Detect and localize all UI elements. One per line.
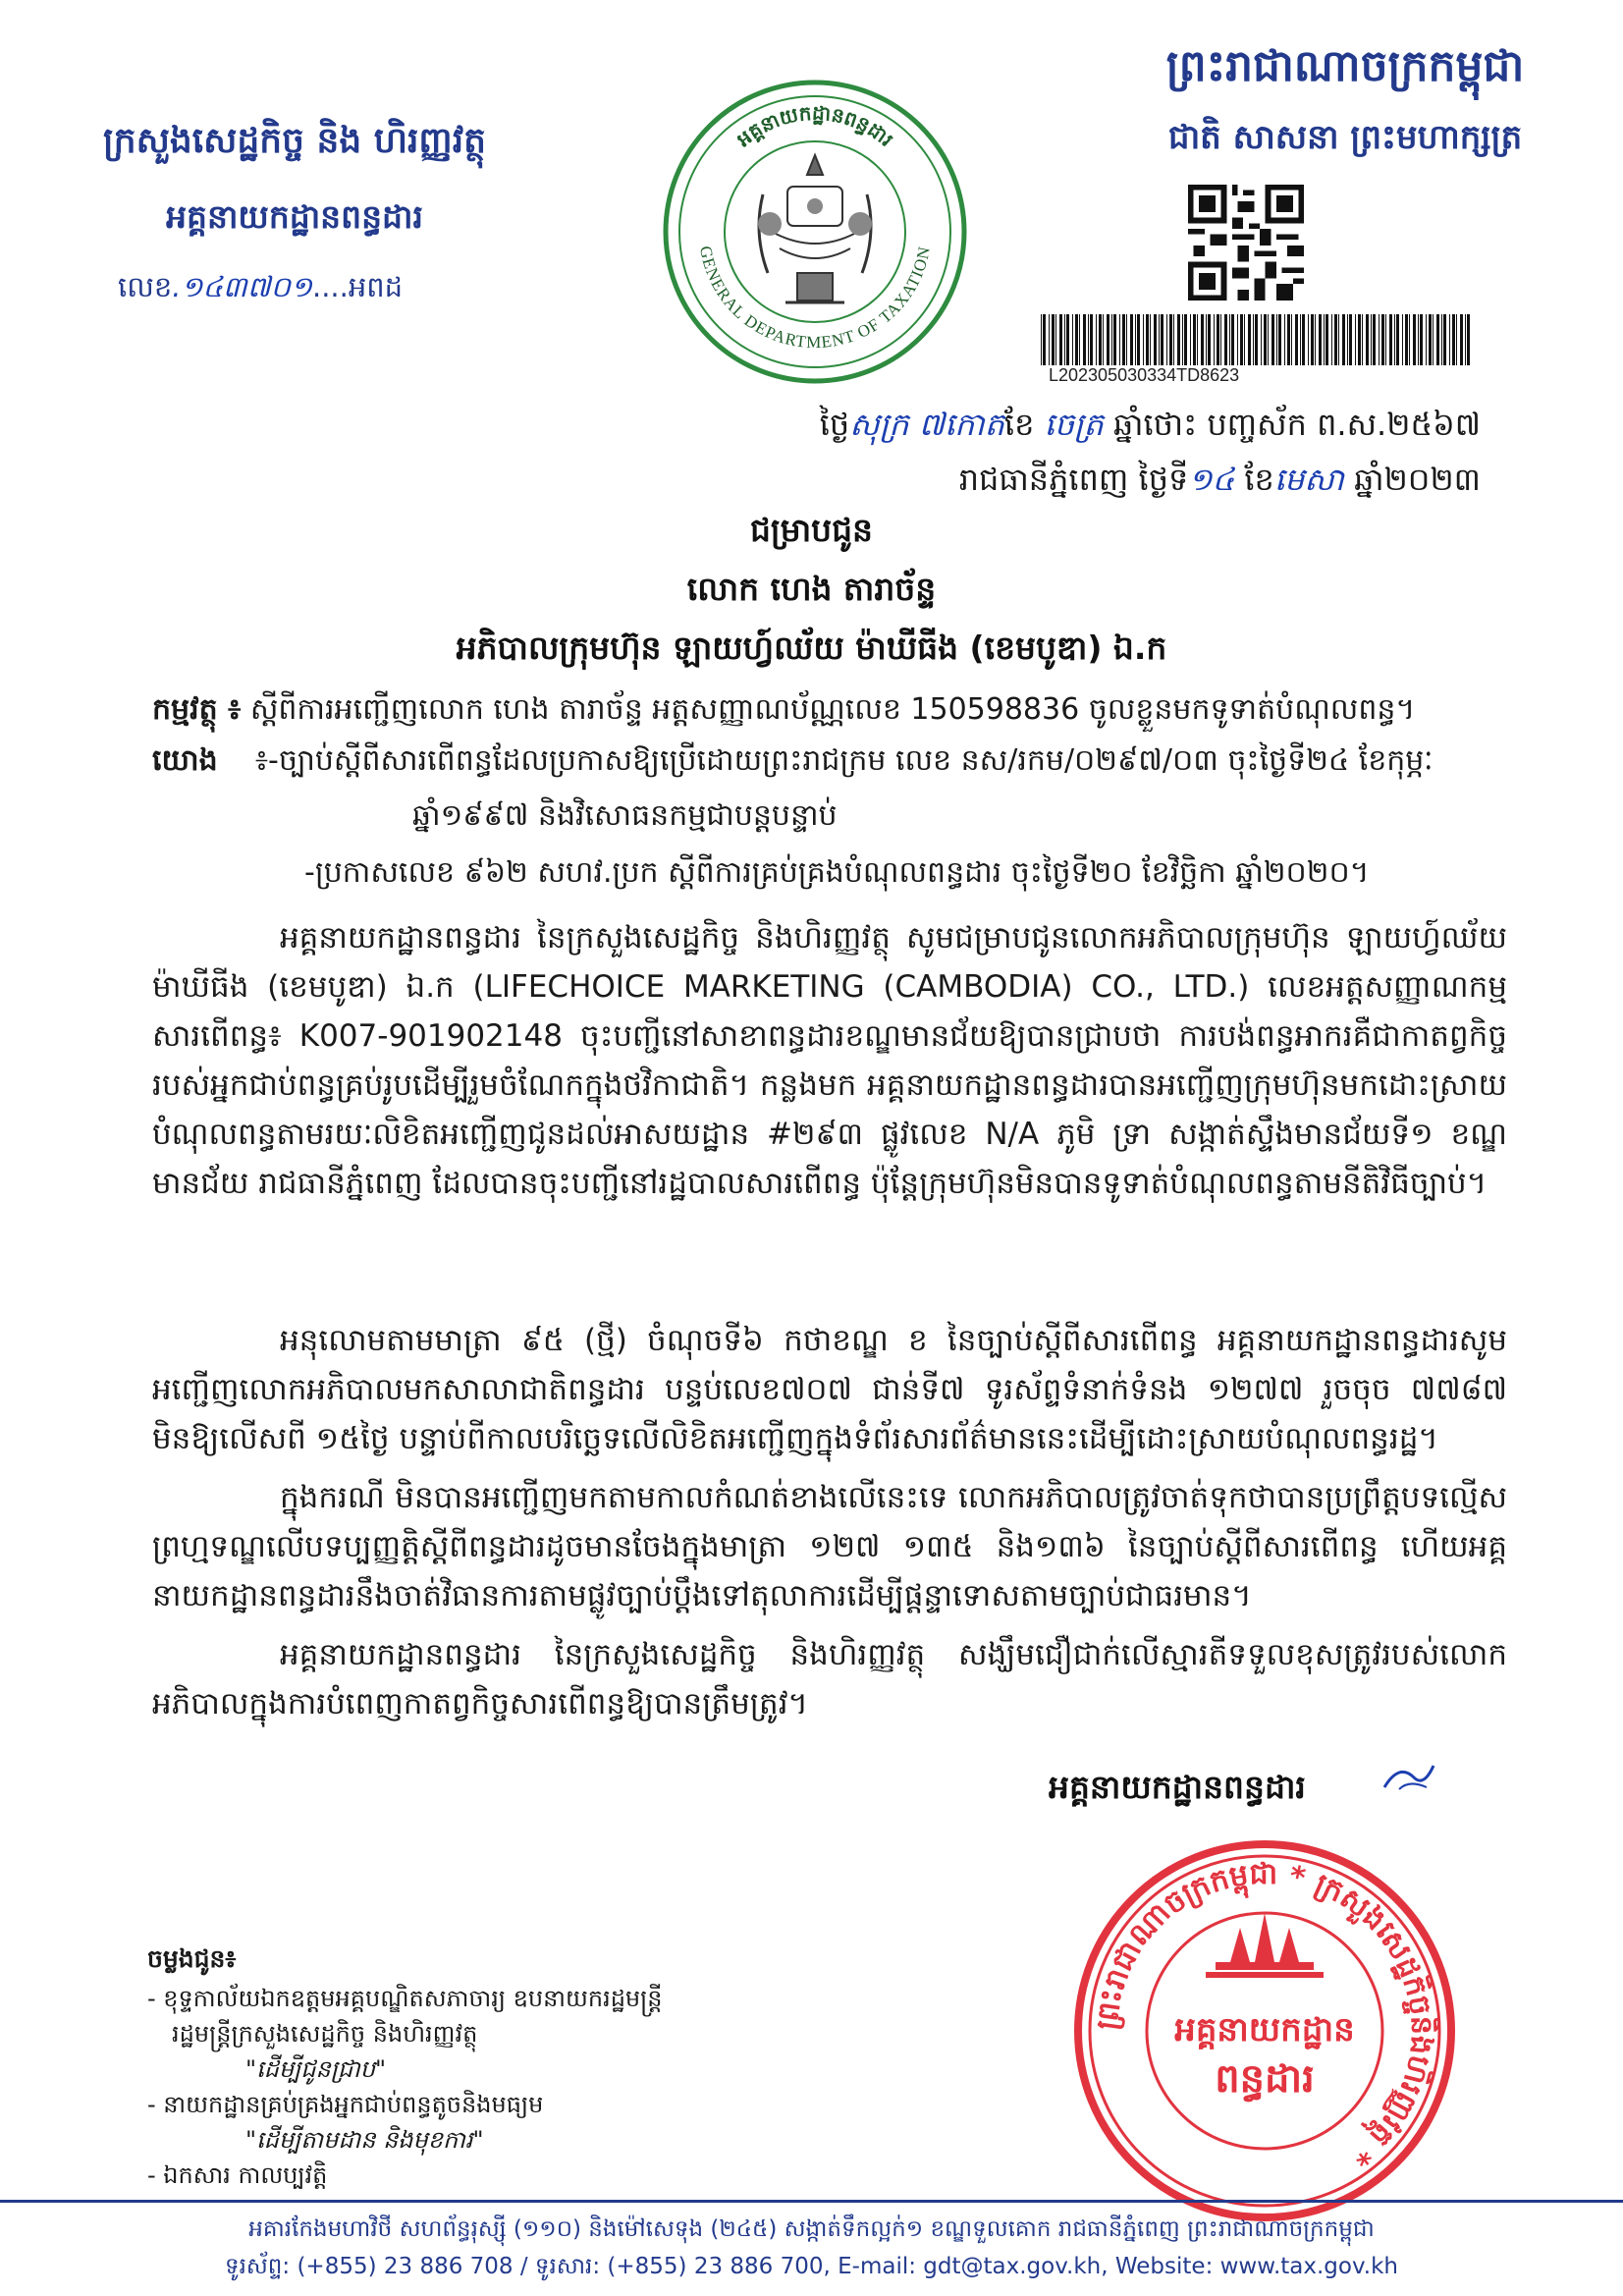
- barcode-bar: [1347, 314, 1348, 365]
- barcode-bar: [1224, 314, 1227, 365]
- gdt-seal-emblem: [660, 77, 970, 387]
- reference-line-2: ឆ្នាំ១៩៩៧ និងវិសោធនកម្មជាបន្តបន្ទាប់: [412, 798, 838, 833]
- barcode-bar: [1441, 314, 1442, 365]
- barcode-bar: [1193, 314, 1196, 365]
- barcode-bar: [1159, 314, 1160, 365]
- barcode-bar: [1103, 314, 1104, 365]
- body-paragraph-4: អគ្គនាយកដ្ឋានពន្ធដារ នៃក្រសួងសេដ្ឋកិច្ច និងហិរញ្ញវត្ថុ សង្ឃឹមជឿជាក់លើស្មារតីទទួលខុសត្រូវរបស់លោកអភិបាលក្នុងការបំពេញកាតព្វកិច្ចសារពើពន្ធឱ្យបានត្រឹមត្រូវ។: [152, 1637, 1507, 1722]
- barcode-bar: [1287, 314, 1290, 365]
- national-motto: ជាតិ សាសនា ព្រះមហាក្សត្រ: [1167, 118, 1523, 157]
- barcode-bar: [1214, 314, 1215, 365]
- barcode-bar: [1122, 314, 1125, 365]
- footer-divider: [0, 2200, 1623, 2203]
- barcode-bar: [1396, 314, 1399, 365]
- barcode-bar: [1220, 314, 1221, 365]
- barcode-bar: [1418, 314, 1419, 365]
- barcode-bar: [1319, 314, 1322, 365]
- barcode-bar: [1362, 314, 1363, 365]
- barcode-bar: [1456, 314, 1457, 365]
- barcode-bar: [1206, 314, 1207, 365]
- signature-title: អគ្គនាយកដ្ឋានពន្ធដារ: [1049, 1768, 1306, 1806]
- copies-item: រដ្ឋមន្ត្រីក្រសួងសេដ្ឋកិច្ច និងហិរញ្ញវត្ថុ: [172, 2020, 478, 2048]
- copies-title: ចម្លងជូន៖: [147, 1944, 237, 1973]
- barcode-bar: [1379, 314, 1380, 365]
- barcode-bar: [1413, 314, 1416, 365]
- barcode-bar: [1184, 314, 1187, 365]
- official-red-stamp: [1068, 1834, 1461, 2227]
- copies-item: - ខុទ្ទកាល័យឯកឧត្តមអគ្គបណ្ឌិតសភាចារ្យ ឧបនាយករដ្ឋមន្ត្រី: [147, 1985, 663, 2012]
- barcode-bar: [1334, 314, 1337, 365]
- copies-item: - ឯកសារ កាលប្បវត្តិ: [147, 2161, 328, 2189]
- barcode-bar: [1295, 314, 1298, 365]
- barcode-bar: [1090, 314, 1093, 365]
- barcode-bar: [1264, 314, 1267, 365]
- barcode-bar: [1130, 314, 1133, 365]
- barcode-bar: [1126, 314, 1127, 365]
- barcode-bar: [1300, 314, 1301, 365]
- barcode-bar: [1449, 314, 1450, 365]
- barcode-bar: [1373, 314, 1376, 365]
- barcode-bar: [1197, 314, 1198, 365]
- body-paragraph-3: ក្នុងករណី មិនបានអញ្ជើញមកតាមកាលកំណត់ខាងលើនេះទេ លោកអភិបាលត្រូវចាត់ទុកថាបានប្រព្រឹត្តបទល្មើសព្រហ្មទណ្ឌលើបទប្បញ្ញត្តិស្តីពីពន្ធដារដូចមានចែងក្នុងមាត្រា ១២៧ ១៣៥ និង១៣៦ នៃច្បាប់ស្តីពីសារពើពន្ធ ហើយអគ្គនាយកដ្ឋានពន្ធដារនឹងចាត់វិធានការតាមផ្លូវច្បាប់ប្តឹងទៅតុលាការដើម្បីផ្តន្ទាទោសតាមច្បាប់ជាធរមាន។: [152, 1480, 1507, 1613]
- recipient-name: លោក ហេង តារាច័ន្ទ: [686, 570, 937, 608]
- barcode-bar: [1402, 314, 1403, 365]
- header-right: [1109, 39, 1581, 165]
- barcode-bar: [1467, 314, 1470, 365]
- barcode-bar: [1302, 314, 1305, 365]
- barcode-bar: [1331, 314, 1332, 365]
- barcode-bar: [1066, 314, 1069, 365]
- barcode-bar: [1083, 314, 1086, 365]
- barcode-bar: [1278, 314, 1281, 365]
- barcode-bar: [1049, 314, 1050, 365]
- body-paragraph-1: អគ្គនាយកដ្ឋានពន្ធដារ នៃក្រសួងសេដ្ឋកិច្ច និងហិរញ្ញវត្ថុ សូមជម្រាបជូនលោកអភិបាលក្រុមហ៊ុន ឡាយហ្វ៍ឈ័យ ម៉ាឃីធីង (ខេមបូឌា) ឯ.ក (LIFECHOICE MARKETING (CAMBODIA) CO., LTD.) លេខអត្តសញ្ញាណកម្មសារពើពន្ធ៖ K007-901902148 ចុះបញ្ជីនៅសាខាពន្ធដារខណ្ឌមានជ័យឱ្យបានជ្រាបថា ការបង់ពន្ធអាករគឺជាកាតព្វកិច្ចរបស់អ្នកជាប់ពន្ធគ្រប់រូបដើម្បីរួមចំណែកក្នុងថវិកាជាតិ។ កន្លងមក អគ្គនាយកដ្ឋានពន្ធដារបានអញ្ជើញក្រុមហ៊ុនមកដោះស្រាយបំណុលពន្ធតាមរយៈលិខិតអញ្ជើញជូនដល់អាសយដ្ឋាន #២៩៣ ផ្លូវលេខ N/A ភូមិ ទ្រា សង្កាត់ស្ទឹងមានជ័យទី១ ខណ្ឌ មានជ័យ រាជធានីភ្នំពេញ ដែលបានចុះបញ្ជីនៅរដ្ឋបាលសារពើពន្ធ ប៉ុន្តែក្រុមហ៊ុនមិនបានទូទាត់បំណុលពន្ធតាមនីតិវិធីច្បាប់។: [152, 920, 1507, 1201]
- barcode-bar: [1291, 314, 1292, 365]
- department-name: អគ្គនាយកដ្ឋានពន្ធដារ: [166, 197, 423, 236]
- barcode-bar: [1405, 314, 1408, 365]
- barcode-bar: [1409, 314, 1410, 365]
- barcode-bar: [1366, 314, 1369, 365]
- barcode-bar: [1276, 314, 1277, 365]
- subject-text: ស្តីពីការអញ្ជើញលោក ហេង តារាច័ន្ទ អត្តសញ្ញាណប័ណ្ណលេខ 150598836 ចូលខ្លួនមកទូទាត់បំណុលពន្ធ។: [249, 692, 1416, 727]
- subject-line: [152, 687, 1507, 733]
- body-paragraph-2: អនុលោមតាមមាត្រា ៩៥ (ថ្មី) ចំណុចទី៦ កថាខណ្ឌ ខ នៃច្បាប់ស្តីពីសារពើពន្ធ អគ្គនាយកដ្ឋានពន្ធដារសូមអញ្ជើញលោកអភិបាលមកសាលាជាតិពន្ធដារ បន្ទប់លេខ៧០៧ ជាន់ទី៧ ទូរស័ព្ទទំនាក់ទំនង ១២៧៧ រួចចុច ៧៧៨៧ មិនឱ្យលើសពី ១៥ថ្ងៃ បន្ទាប់ពីកាលបរិច្ឆេទលើលិខិតអញ្ជើញក្នុងទំព័រសារព័ត៌មាននេះដើម្បីដោះស្រាយបំណុលពន្ធរដ្ឋ។: [152, 1323, 1507, 1456]
- barcode-bar: [1217, 314, 1219, 365]
- barcode-bar: [1465, 314, 1466, 365]
- barcode-bar: [1079, 314, 1080, 365]
- barcode-bar: [1072, 314, 1073, 365]
- barcode-bar: [1146, 314, 1149, 365]
- letter-number-value: .១៤៣៧០១: [172, 270, 312, 303]
- subject-label: កម្មវត្ថុ ៖: [152, 692, 242, 727]
- barcode-bar: [1052, 314, 1055, 365]
- salutation: ជម្រាបជូន: [749, 511, 874, 549]
- barcode-bar: [1355, 314, 1356, 365]
- barcode-icon: [1041, 314, 1473, 365]
- kingdom-title: ព្រះរាជាណាចក្រកម្ពុជា: [1165, 41, 1525, 91]
- barcode-bar: [1389, 314, 1392, 365]
- barcode-bar: [1201, 314, 1204, 365]
- barcode-bar: [1436, 314, 1439, 365]
- barcode-bar: [1135, 314, 1136, 365]
- barcode-bar: [1338, 314, 1339, 365]
- stamp-inner-text-1: អគ្គនាយកដ្ឋាន: [1174, 2010, 1355, 2050]
- barcode-bar: [1043, 314, 1046, 365]
- recipient-position: អភិបាលក្រុមហ៊ុន ឡាយហ្វ៍ឈ័យ ម៉ាឃីធីង (ខេមបូឌា) ឯ.ក: [456, 629, 1167, 667]
- barcode-bar: [1426, 314, 1427, 365]
- barcode-bar: [1161, 314, 1163, 365]
- barcode-bar: [1248, 314, 1251, 365]
- barcode-bar: [1208, 314, 1211, 365]
- barcode-bar: [1324, 314, 1325, 365]
- footer-address: អគារកែងមហាវិថី សហព័ន្ធរុស្ស៊ី (១១០) និងម៉ៅសេទុង (២៤៥) សង្កាត់ទឹកល្អក់១ ខណ្ឌទួលគោក រាជធានីភ្នំពេញ ព្រះរាជាណាចក្រកម្ពុជា: [248, 2216, 1375, 2242]
- seal-text-kh: អគ្គនាយកដ្ឋានពន្ធដារ: [731, 100, 898, 152]
- reference-line-1: យោង ៖-ច្បាប់ស្តីពីសារពើពន្ធដែលប្រកាសឱ្យប្រើដោយព្រះរាជក្រម លេខ នស/រកម/០២៩៧/០៣ ចុះថ្ងៃទី២៤ ខែកុម្ភៈ: [152, 743, 1434, 778]
- barcode-bar: [1055, 314, 1056, 365]
- header-left: [59, 118, 530, 311]
- barcode-bar: [1154, 314, 1157, 365]
- copies-item: - នាយកដ្ឋានគ្រប់គ្រងអ្នកជាប់ពន្ធតូចនិងមធ្យម: [147, 2091, 544, 2118]
- barcode-bar: [1099, 314, 1102, 365]
- stamp-inner-text-2: ពន្ធដារ: [1215, 2056, 1315, 2102]
- barcode-bar: [1177, 314, 1180, 365]
- barcode-bar: [1311, 314, 1314, 365]
- barcode-bar: [1268, 314, 1269, 365]
- barcode-bar: [1371, 314, 1372, 365]
- barcode-bar: [1420, 314, 1423, 365]
- barcode-bar: [1342, 314, 1345, 365]
- barcode-bar: [1261, 314, 1262, 365]
- ministry-name: ក្រសួងសេដ្ឋកិច្ច និង ហិរញ្ញវត្ថុ: [103, 121, 486, 161]
- barcode-bar: [1237, 314, 1238, 365]
- barcode-bar: [1253, 314, 1254, 365]
- barcode-bar: [1096, 314, 1097, 365]
- footer-contact: ទូរស័ព្ទ: (+855) 23 886 708 / ទូរសារ: (+855) 23 886 700, E-mail: gdt@tax.gov.kh, Website: www.tax.gov.kh: [224, 2254, 1398, 2279]
- lunar-date: ថ្ងៃសុក្រ ៧កោតខែ ចេត្រ ឆ្នាំថោះ បញ្ចស័ក ព.ស.២៥៦៧: [819, 406, 1481, 443]
- barcode-bar: [1119, 314, 1120, 365]
- barcode-bar: [1460, 314, 1463, 365]
- barcode-bar: [1443, 314, 1446, 365]
- barcode-bar: [1308, 314, 1309, 365]
- barcode-bar: [1111, 314, 1112, 365]
- barcode-bar: [1394, 314, 1395, 365]
- stamp-ring-text: ព្រះរាជាណាចក្រកម្ពុជា * ក្រសួងសេដ្ឋកិច្ចនិងហិរញ្ញវត្ថុ *: [1089, 1856, 1439, 2173]
- barcode-bar: [1150, 314, 1151, 365]
- barcode-bar: [1190, 314, 1191, 365]
- barcode-bar: [1271, 314, 1274, 365]
- barcode-bar: [1358, 314, 1361, 365]
- copies-item: "ដើម្បីតាមដាន និងមុខការ": [245, 2126, 484, 2154]
- reference-line-3: -ប្រកាសលេខ ៩៦២ សហវ.ប្រក ស្តីពីការគ្រប់គ្រងបំណុលពន្ធដារ ចុះថ្ងៃទី២០ ខែវិច្ឆិកា ឆ្នាំ២០២០។: [304, 855, 1370, 890]
- barcode-bar: [1452, 314, 1455, 365]
- barcode-bar: [1429, 314, 1432, 365]
- qr-code-icon: [1188, 185, 1304, 301]
- barcode-bar: [1231, 314, 1234, 365]
- barcode-bar: [1229, 314, 1230, 365]
- copies-item: "ដើម្បីជូនជ្រាប": [245, 2055, 387, 2083]
- barcode-bar: [1381, 314, 1384, 365]
- barcode-bar: [1059, 314, 1062, 365]
- barcode-bar: [1088, 314, 1089, 365]
- barcode-bar: [1041, 314, 1042, 365]
- barcode-bar: [1173, 314, 1174, 365]
- barcode-bar: [1325, 314, 1328, 365]
- barcode-bar: [1240, 314, 1243, 365]
- barcode-bar: [1137, 314, 1140, 365]
- barcode-bar: [1433, 314, 1434, 365]
- barcode-bar: [1182, 314, 1183, 365]
- letter-number: លេខ.១៤៣៧០១....អពដ: [118, 270, 404, 303]
- barcode-bar: [1064, 314, 1065, 365]
- solar-date: រាជធានីភ្នំពេញ ថ្ងៃទី១៤ ខែមេសា ឆ្នាំ២០២៣: [958, 461, 1481, 498]
- seal-text-en: GENERAL DEPARTMENT OF TAXATION: [695, 244, 935, 353]
- barcode-bar: [1244, 314, 1245, 365]
- barcode-bar: [1349, 314, 1352, 365]
- barcode-bar: [1166, 314, 1167, 365]
- barcode-bar: [1107, 314, 1109, 365]
- reference-label: យោង: [152, 743, 218, 778]
- barcode-bar: [1255, 314, 1258, 365]
- barcode-bar: [1169, 314, 1172, 365]
- barcode-bar: [1385, 314, 1386, 365]
- barcode-bar: [1143, 314, 1144, 365]
- barcode-number: L202305030334TD8623: [1049, 365, 1240, 385]
- barcode-bar: [1075, 314, 1078, 365]
- signature-mark: [1380, 1758, 1438, 1797]
- barcode-bar: [1113, 314, 1116, 365]
- barcode-bar: [1284, 314, 1285, 365]
- barcode-bar: [1315, 314, 1316, 365]
